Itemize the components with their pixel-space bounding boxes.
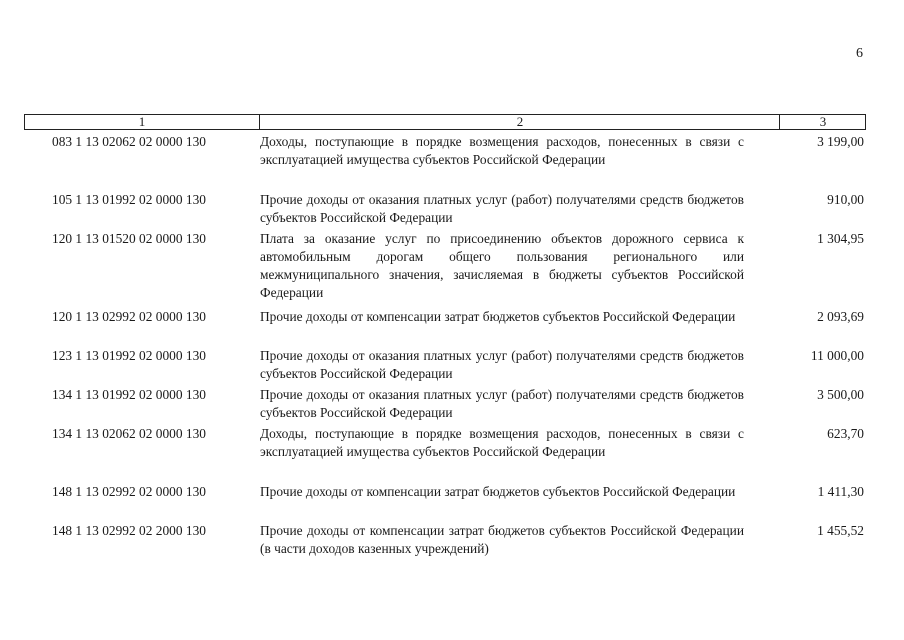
row-description: Прочие доходы от оказания платных услуг (работ) получателями средств бюджетов субъектов Российской Федерации xyxy=(260,192,744,225)
row-amount: 910,00 xyxy=(827,192,864,207)
page-number: 6 xyxy=(856,46,863,61)
row-description: Прочие доходы от оказания платных услуг (работ) получателями средств бюджетов субъектов Российской Федерации xyxy=(260,348,744,381)
row-code: 083 1 13 02062 02 0000 130 xyxy=(52,134,206,149)
row-amount: 3 500,00 xyxy=(817,387,864,402)
row-code: 120 1 13 02992 02 0000 130 xyxy=(52,309,206,324)
row-amount: 11 000,00 xyxy=(810,348,864,363)
row-amount: 1 411,30 xyxy=(817,484,864,499)
row-description: Доходы, поступающие в порядке возмещения расходов, понесенных в связи с эксплуатацией имущества субъектов Российской Федерации xyxy=(260,426,744,459)
row-code: 134 1 13 02062 02 0000 130 xyxy=(52,426,206,441)
table-header xyxy=(24,114,866,130)
row-description: Прочие доходы от компенсации затрат бюджетов субъектов Российской Федерации (в части доходов казенных учреждений) xyxy=(260,523,744,556)
header-col-3: 3 xyxy=(779,115,866,129)
row-description: Доходы, поступающие в порядке возмещения расходов, понесенных в связи с эксплуатацией имущества субъектов Российской Федерации xyxy=(260,134,744,167)
row-amount: 1 304,95 xyxy=(817,231,864,246)
row-description: Прочие доходы от компенсации затрат бюджетов субъектов Российской Федерации xyxy=(260,484,736,499)
row-amount: 623,70 xyxy=(827,426,864,441)
row-code: 134 1 13 01992 02 0000 130 xyxy=(52,387,206,402)
row-code: 120 1 13 01520 02 0000 130 xyxy=(52,231,206,246)
row-code: 123 1 13 01992 02 0000 130 xyxy=(52,348,206,363)
row-description: Прочие доходы от компенсации затрат бюджетов субъектов Российской Федерации xyxy=(260,309,736,324)
row-amount: 2 093,69 xyxy=(817,309,864,324)
row-code: 148 1 13 02992 02 0000 130 xyxy=(52,484,206,499)
row-amount: 1 455,52 xyxy=(817,523,864,538)
row-code: 148 1 13 02992 02 2000 130 xyxy=(52,523,206,538)
row-amount: 3 199,00 xyxy=(817,134,864,149)
header-col-1: 1 xyxy=(138,114,146,129)
row-description: Плата за оказание услуг по присоединению объектов дорожного сервиса к автомобильным дорогам общего пользования регионального или межмуниципального значения, зачисляемая в бюджеты субъектов Российской Федерации xyxy=(260,231,744,300)
row-code: 105 1 13 01992 02 0000 130 xyxy=(52,192,206,207)
header-col-2: 2 xyxy=(259,115,780,129)
row-description: Прочие доходы от оказания платных услуг (работ) получателями средств бюджетов субъектов Российской Федерации xyxy=(260,387,744,420)
